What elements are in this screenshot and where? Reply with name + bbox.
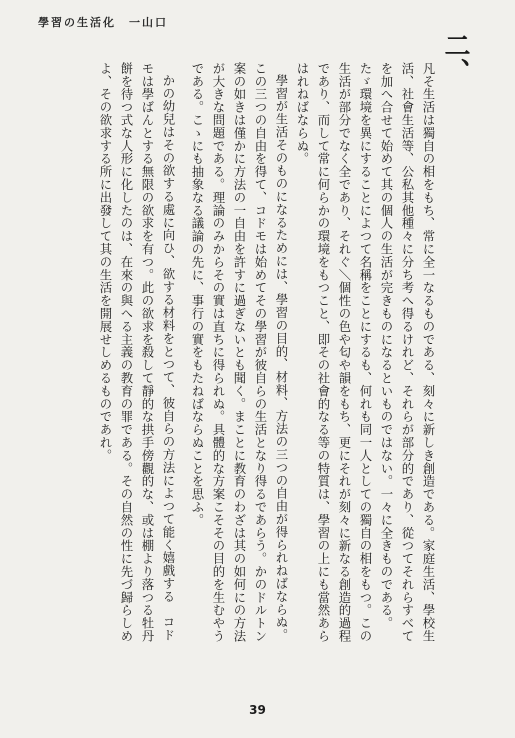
body-text: [19, 62, 439, 652]
paragraph-2: 學習が生活そのものになるためには、學習の目的、材料、方法の三つの自由が得られねばならぬ。この三つの自由を得て、コドモは始めてその學習が彼自らの生活となり得るであらう。かのドルトン案の如きは僅かに方法の一自由を許すに過ぎないとも聞く。まことに教育のわざは其の如何にの方法が大きな問題である。理論のみからその實は直ちに得られぬ。具體的な方案こそその目的を生むやうである。こゝにも抽象なる議論の先に、事行の實をもたねばならぬことを思ふ。: [190, 62, 289, 643]
section-number: 二、: [440, 32, 470, 84]
running-header: 學習の生活化 一山口: [38, 16, 168, 29]
paragraph-3: かの幼兒はその欲する處に向ひ、欲する材料をとつて、彼自らの方法によつて能く嬉戲する コドモは學ばんとする無限の欲求を有つ。此の欲求を殺して靜的な拱手傍觀的な、或は棚より落つる牡丹餅を待つ式な人形に化したのは、在來の與へる主義の教育の罪である。その自然の性に先づ歸らしめよ、その欲求する所に出發して其の生活を開展せしめるものであれ。: [98, 62, 176, 643]
page-number: 39: [249, 703, 266, 717]
paragraph-1: 凡そ生活は獨自の相をもち、常に全一なるものである、刻々に新しき創造である。家庭生活、學校生活、社會生活等、公私其他種々に分ち考へ得るけれど、それらが部分的であり、從つてそれらすべてを加へ合せて始めて其の個人の生活が完きものになるといものではない。一々に全きものである。たゞ環境を異にすることによつて名稱をことにするも、何れも同一人としての獨自の相をもつ。この生活が部分でなく全であり、それぐ＼個性の色や匂や韻をもち、更にそれが刻々に新なる創造的過程であり、而して常に何らかの環境をもつこと、即その社會的なる等の特質は、學習の上にも當然あらはれねばならぬ。: [295, 62, 436, 643]
